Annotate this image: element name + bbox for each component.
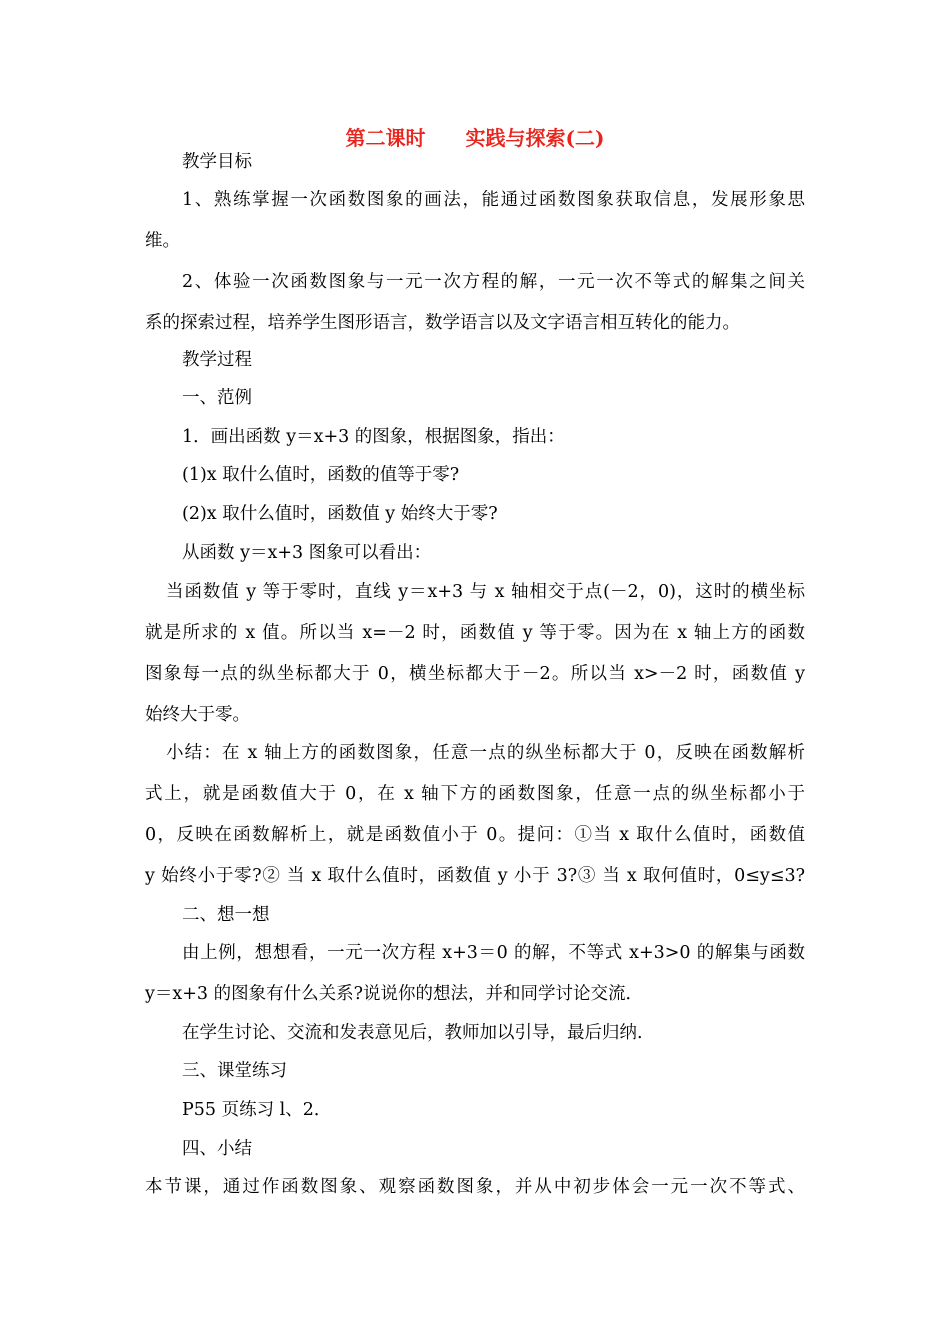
paragraph-line: 始终大于零。 — [145, 705, 250, 725]
paragraph-line: 图象每一点的纵坐标都大于 0，横坐标都大于－2。所以当 x>－2 时，函数值 y — [145, 664, 805, 684]
paragraph-line: 式上，就是函数值大于 0，在 x 轴下方的函数图象，任意一点的纵坐标都小于 — [145, 784, 805, 804]
section-heading-objectives: 教学目标 — [182, 152, 252, 172]
document-title: 第二课时 实践与探索(二) — [345, 126, 605, 150]
paragraph-line: y＝x+3 的图象有什么关系?说说你的想法，并和同学讨论交流． — [145, 984, 643, 1004]
paragraph-line: 在学生讨论、交流和发表意见后，教师加以引导，最后归纳. — [182, 1023, 643, 1043]
paragraph-line: y 始终小于零?② 当 x 取什么值时，函数值 y 小于 3?③ 当 x 取何值时，0≤y≤3? — [145, 866, 805, 886]
paragraph-line: (2)x 取什么值时，函数值 y 始终大于零? — [182, 504, 498, 524]
paragraph-line: 本节课，通过作函数图象、观察函数图象，并从中初步体会一元一次不等式、 — [145, 1177, 805, 1197]
paragraph-line: 从函数 y＝x+3 图象可以看出： — [182, 543, 432, 563]
paragraph-line: 1、熟练掌握一次函数图象的画法，能通过函数图象获取信息，发展形象思 — [182, 190, 805, 210]
paragraph-line: 维。 — [145, 231, 180, 251]
paragraph-line: 1．画出函数 y＝x+3 的图象，根据图象，指出： — [182, 427, 565, 447]
paragraph-line: 由上例，想想看，一元一次方程 x+3＝0 的解，不等式 x+3>0 的解集与函数 — [182, 943, 805, 963]
paragraph-line: 系的探索过程，培养学生图形语言，数学语言以及文字语言相互转化的能力。 — [145, 313, 740, 333]
section-heading-examples: 一、范例 — [182, 388, 252, 408]
section-heading-process: 教学过程 — [182, 350, 252, 370]
paragraph-line: 2、体验一次函数图象与一元一次方程的解，一元一次不等式的解集之间关 — [182, 272, 805, 292]
section-heading-summary: 四、小结 — [182, 1139, 252, 1159]
paragraph-line: 小结：在 x 轴上方的函数图象，任意一点的纵坐标都大于 0，反映在函数解析 — [166, 743, 805, 763]
paragraph-line: (1)x 取什么值时，函数的值等于零? — [182, 465, 460, 485]
paragraph-line: 就是所求的 x 值。所以当 x=－2 时，函数值 y 等于零。因为在 x 轴上方的函数 — [145, 623, 805, 643]
section-heading-practice: 三、课堂练习 — [182, 1061, 287, 1081]
section-heading-think: 二、想一想 — [182, 905, 270, 925]
paragraph-line: P55 页练习 l、2． — [182, 1100, 332, 1120]
paragraph-line: 0，反映在函数解析上，就是函数值小于 0。提问：①当 x 取什么值时，函数值 — [145, 825, 805, 845]
paragraph-line: 当函数值 y 等于零时，直线 y＝x+3 与 x 轴相交于点(－2，0)，这时的横坐标 — [166, 582, 805, 602]
